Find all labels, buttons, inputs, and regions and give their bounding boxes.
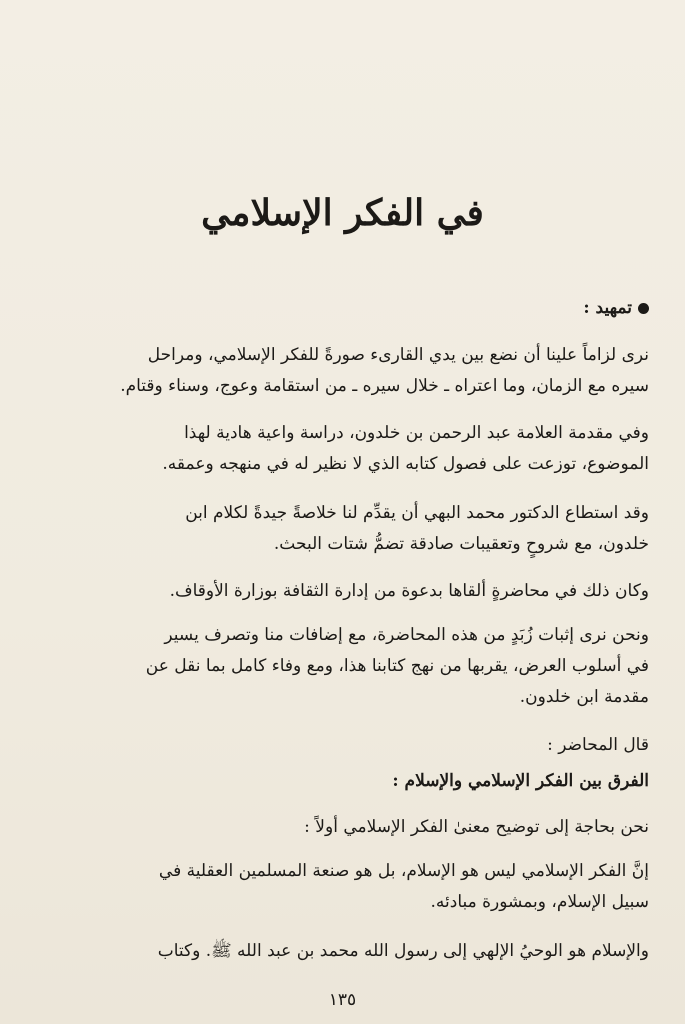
paragraph-line: نرى لزاماً علينا أن نضع بين يدي القارىء صورةً للفكر الإسلامي، ومراحل [147,345,649,365]
paragraph-line: سيره مع الزمان، وما اعتراه ـ خلال سيره ـ من استقامة وعوج، وسناء وقتام. [120,376,649,396]
paragraph-line: خلدون، مع شروحٍ وتعقيبات صادقة تضمُّ شتات البحث. [273,534,649,554]
paragraph-line: وفي مقدمة العلامة عبد الرحمن بن خلدون، دراسة واعية هادية لهذا [184,423,649,443]
paragraph-line: في أسلوب العرض، يقربها من نهج كتابنا هذا، ومع وفاء كامل بما نقل عن [145,656,649,676]
paragraph-line: سبيل الإسلام، وبمشورة مبادئه. [430,892,649,912]
paragraph-line: الموضوع، توزعت على فصول كتابه الذي لا نظير له في منهجه وعمقه. [162,454,649,474]
intro-heading-text: تمهيد : [583,298,632,318]
paragraph-9 [112,936,649,967]
paragraph-6 [112,730,649,761]
paragraph-line: مقدمة ابن خلدون. [519,687,649,707]
page-number: ١٣٥ [328,990,357,1010]
paragraph-7 [112,812,649,843]
bullet-icon [638,303,649,314]
paragraph-line: إنَّ الفكر الإسلامي ليس هو الإسلام، بل هو صنعة المسلمين العقلية في [158,861,649,881]
paragraph-line: ونحن نرى إثبات زُبَدٍ من هذه المحاضرة، مع إضافات منا وتصرف يسير [164,625,649,645]
paragraph-line: وكان ذلك في محاضرةٍ ألقاها بدعوة من إدارة الثقافة بوزارة الأوقاف. [169,581,649,601]
intro-heading [583,298,649,318]
paragraph-4 [112,576,649,607]
paragraph-3 [112,498,649,560]
paragraph-line: وقد استطاع الدكتور محمد البهي أن يقدِّم لنا خلاصةً جيدةً لكلام ابن [185,503,649,523]
paragraph-2 [112,418,649,480]
paragraph-line: قال المحاضر : [547,735,649,755]
paragraph-8 [112,856,649,918]
chapter-title: في الفكر الإسلامي [201,192,484,234]
paragraph-1 [112,340,649,402]
paragraph-line: الفرق بين الفكر الإسلامي والإسلام : [392,771,649,791]
paragraph-5 [112,620,649,713]
paragraph-line: نحن بحاجة إلى توضيح معنىٰ الفكر الإسلامي أولاً : [304,817,649,837]
subheading-difference [112,766,649,797]
paragraph-line: والإسلام هو الوحيُ الإلهي إلى رسول الله محمد بن عبد الله ﷺ. وكتاب [157,941,649,961]
